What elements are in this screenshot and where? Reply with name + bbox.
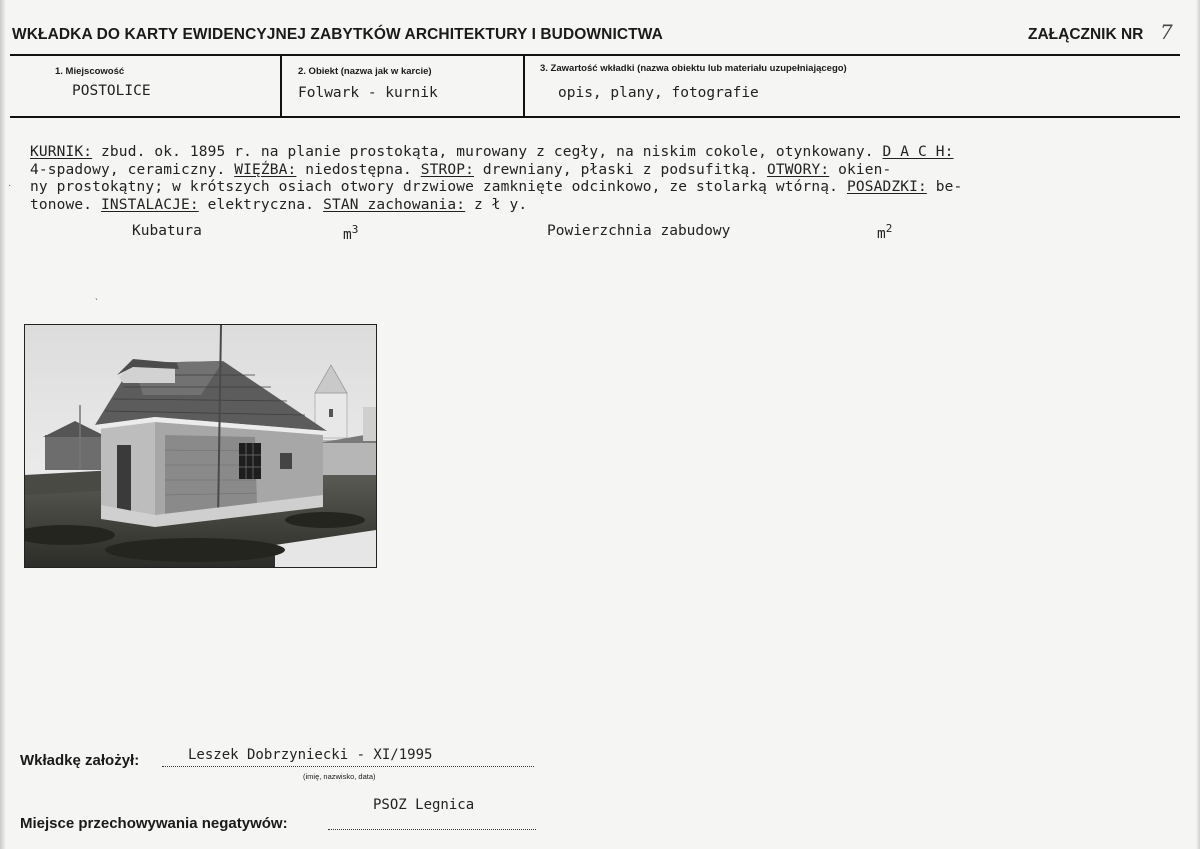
storage-dotted-line — [328, 829, 536, 830]
created-by-dotted-line — [162, 766, 534, 767]
strop-heading: STROP: — [420, 162, 475, 178]
storage-value: PSOZ Legnica — [373, 797, 475, 813]
storage-label: Miejsce przechowywania negatywów: — [20, 815, 288, 832]
description-text: drewniany, płaski z podsufitką. — [474, 162, 768, 178]
annex-label: ZAŁĄCZNIK NR — [1028, 26, 1144, 43]
dach-heading: D A C H: — [882, 144, 954, 160]
description-text: ny prostokątny; w krótszych osiach otwory drzwiowe zamknięte odcinkowo, ze stolarką wtórną. — [30, 179, 847, 195]
description-text: be- — [926, 179, 963, 195]
field-divider-2 — [523, 56, 525, 116]
otwory-heading: OTWORY: — [767, 162, 830, 178]
created-by-label: Wkładkę założył: — [20, 752, 140, 769]
description-text: zbud. ok. 1895 r. na planie prostokąta, murowany z cegły, na niskim cokole, otynkowany. — [92, 144, 883, 160]
scan-edge-right — [1196, 0, 1200, 849]
volume-unit: $m^3$ — [343, 223, 359, 243]
header-rule — [10, 54, 1180, 56]
field-divider-1 — [280, 56, 282, 116]
description-text: 4-spadowy, ceramiczny. — [30, 162, 235, 178]
area-label: Powierzchnia zabudowy — [547, 223, 731, 239]
volume-label: Kubatura — [132, 223, 202, 239]
description-text: niedostępna. — [296, 162, 421, 178]
photograph-frame — [24, 324, 377, 568]
description-text: okien- — [829, 162, 892, 178]
wiezba-heading: WIĘŹBA: — [234, 162, 297, 178]
description-text: elektryczna. — [198, 197, 324, 213]
description-line-2 — [30, 162, 891, 178]
document-title: WKŁADKA DO KARTY EWIDENCYJNEJ ZABYTKÓW ARCHITEKTURY I BUDOWNICTWA — [12, 26, 663, 43]
locality-label: 1. Miejscowość — [55, 66, 125, 77]
contents-label: 3. Zawartość wkładki (nazwa obiektu lub materiału uzupełniającego) — [540, 63, 847, 74]
description-line-4 — [30, 197, 527, 213]
description-text: tonowe. — [30, 197, 102, 213]
scan-edge-left — [0, 0, 6, 849]
area-unit: $m^2$ — [877, 222, 893, 242]
contents-value: opis, plany, fotografie — [558, 85, 759, 101]
building-photo — [25, 325, 376, 567]
scan-speck: · — [8, 180, 12, 191]
posadzki-heading: POSADZKI: — [846, 179, 927, 195]
annex-number: 7 — [1160, 20, 1173, 44]
instalacje-heading: INSTALACJE: — [101, 197, 199, 213]
description-line-3 — [30, 179, 962, 195]
fields-rule — [10, 116, 1180, 118]
description-line-1 — [30, 144, 954, 160]
locality-value: POSTOLICE — [72, 83, 151, 99]
kurnik-heading: KURNIK: — [30, 144, 93, 160]
description-text: z ł y. — [465, 197, 528, 213]
object-label: 2. Obiekt (nazwa jak w karcie) — [298, 66, 432, 77]
created-by-caption: (imię, nazwisko, data) — [303, 772, 376, 781]
stan-heading: STAN zachowania: — [323, 197, 466, 213]
created-by-value: Leszek Dobrzyniecki - XI/1995 — [188, 747, 433, 763]
object-value: Folwark - kurnik — [298, 85, 438, 101]
scan-speck: ˎ — [95, 290, 99, 301]
